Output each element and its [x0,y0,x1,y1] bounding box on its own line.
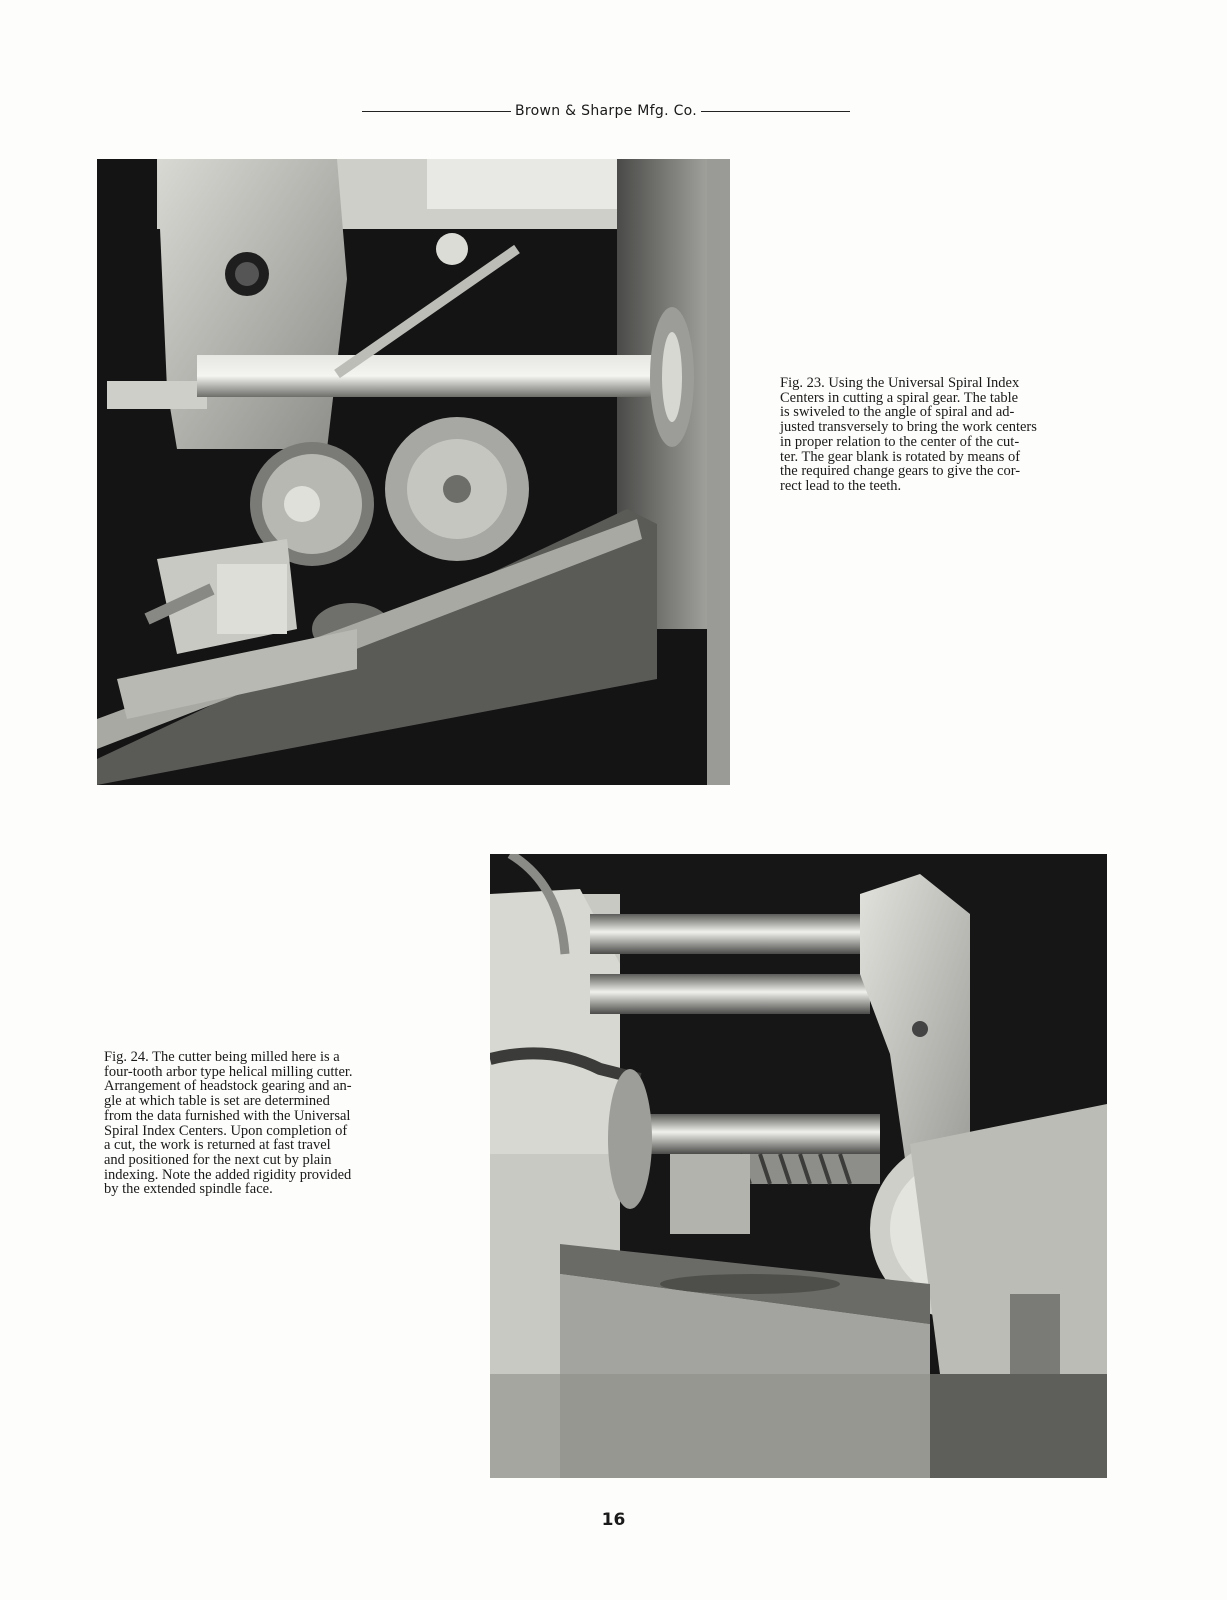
caption-line: Centers in cutting a spiral gear. The table [780,389,1019,406]
page-number: 16 [601,1510,626,1530]
caption-line: the required change gears to give the cor- [780,463,1021,480]
caption-line: ter. The gear blank is rotated by means of [780,448,1021,465]
caption-line: rect lead to the teeth. [780,477,902,494]
header-rule-right [701,111,850,112]
caption-line: Fig. 24. The cutter being milled here is a [104,1049,340,1065]
caption-line: a cut, the work is returned at fast travel [104,1137,331,1154]
figure-24-photo [490,854,1107,1478]
figure-24-caption [104,1050,440,1197]
header-rule-left [362,111,511,112]
caption-line: indexing. Note the added rigidity provided [104,1166,352,1183]
caption-line: Arrangement of headstock gearing and an- [104,1078,352,1095]
caption-line: is swiveled to the angle of spiral and ad- [780,404,1015,421]
caption-line: in proper relation to the center of the cut- [780,433,1020,450]
caption-line: Fig. 23. Using the Universal Spiral Index [780,375,1020,391]
caption-line: and positioned for the next cut by plain [104,1151,332,1168]
caption-line: four-tooth arbor type helical milling cutter. [104,1063,353,1080]
caption-line: by the extended spindle face. [104,1181,273,1198]
figure-23-photo [97,159,730,785]
header-title: Brown & Sharpe Mfg. Co. [514,103,698,119]
figure-23-caption [780,376,1116,494]
caption-line: from the data furnished with the Universal [104,1107,351,1124]
caption-line: justed transversely to bring the work centers [780,419,1037,436]
running-header [362,98,850,124]
caption-line: Spiral Index Centers. Upon completion of [104,1122,348,1139]
caption-line: gle at which table is set are determined [104,1093,330,1110]
